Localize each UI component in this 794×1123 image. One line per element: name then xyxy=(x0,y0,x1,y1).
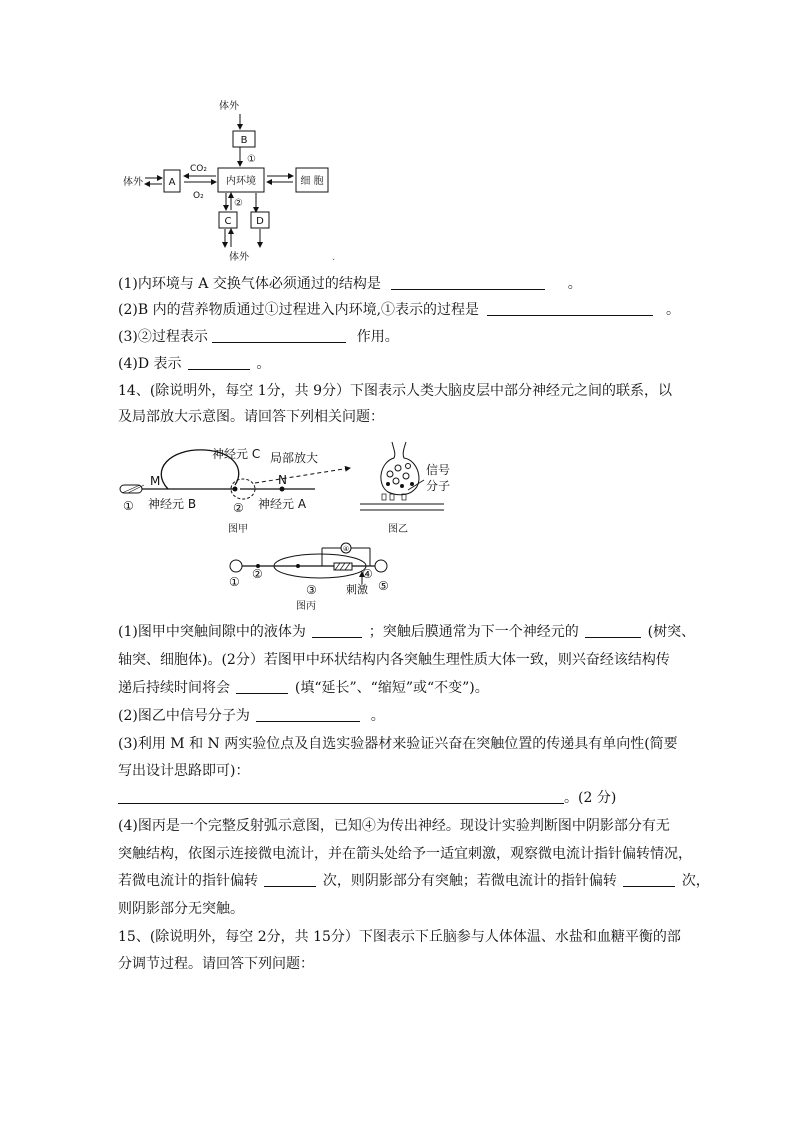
neuron-b-label: 神经元 B xyxy=(148,497,197,511)
receptor xyxy=(230,560,242,572)
fig-c-circle-5: ⑤ xyxy=(378,579,389,593)
signal-label-2: 分子 xyxy=(426,479,451,493)
figure-b-caption: 图乙 xyxy=(388,524,408,535)
signal-label-1: 信号 xyxy=(426,463,451,477)
circle-2: ② xyxy=(233,501,244,515)
q14-part4-line1: (4)图丙是一个完整反射弧示意图，已知④为传出神经。现设计实验判断图中阴影部分有无 xyxy=(118,818,670,834)
q13-blank4[interactable] xyxy=(188,355,250,370)
q13-blank2[interactable] xyxy=(487,301,653,316)
q14-part3-line3: 。(2 分) xyxy=(118,788,616,808)
q13-part2: (2)B 内的营养物质通过①过程进入内环境,①表示的过程是 。 xyxy=(118,302,680,318)
q13-blank3[interactable] xyxy=(212,328,346,343)
zoom-label: 局部放大 xyxy=(270,451,319,465)
process-1-mark: ① xyxy=(247,154,256,165)
fig-c-circle-2: ② xyxy=(252,567,263,581)
q14-part3-line1: (3)利用 M 和 N 两实验位点及自选实验器材来验证兴奋在突触位置的传递具有单向性(简要 xyxy=(118,736,678,752)
q14-part2: (2)图乙中信号分子为 。 xyxy=(118,708,385,724)
box-c-label: C xyxy=(224,216,232,227)
n-label: N xyxy=(278,473,287,487)
q13-part4: (4)D 表示 。 xyxy=(118,356,271,372)
box-a-label: A xyxy=(168,177,176,188)
q14-part3-line2: 写出设计思路即可)： xyxy=(118,763,250,779)
body-bottom-label: 体外 xyxy=(229,252,249,263)
effector xyxy=(375,560,387,572)
q14-intro-line2: 及局部放大示意图。请回答下列相关问题： xyxy=(118,409,384,425)
q14-part4-line3: 若微电流计的指针偏转 次，则阴影部分有突触；若微电流计的指针偏转 次， xyxy=(118,873,710,889)
fig-c-circle-3: ③ xyxy=(306,583,317,597)
neuron-a-label: 神经元 A xyxy=(258,497,307,511)
co2-label: CO₂ xyxy=(190,164,207,174)
q13-part3: (3)②过程表示 作用。 xyxy=(118,329,399,345)
internal-environment-label: 内环境 xyxy=(226,176,256,187)
process-2-mark: ② xyxy=(234,198,243,209)
q14-part4-line4: 则阴影部分无突触。 xyxy=(118,901,244,917)
svg-text:ˇ: ˇ xyxy=(332,259,335,266)
body-top-label: 体外 xyxy=(219,101,239,112)
fig-c-circle-4: ④ xyxy=(362,567,373,581)
figure-b-synapse xyxy=(352,436,472,536)
box-b-label: B xyxy=(240,135,248,146)
m-label: M xyxy=(150,474,161,488)
q14-intro-line1: 14、(除说明外，每空 1分，共 9分）下图表示人类大脑皮层中部分神经元之间的联系，以 xyxy=(118,383,672,399)
q14-part1-line1: (1)图甲中突触间隙中的液体为 ；突触后膜通常为下一个神经元的 (树突、 xyxy=(118,624,696,640)
figure-a-neurons xyxy=(110,440,370,535)
circle-1: ① xyxy=(123,499,134,513)
q14-part4-line2: 突触结构，依图示连接微电流计，并在箭头处给予一适宜刺激，观察微电流计指针偏转情况， xyxy=(118,846,692,862)
q14-blank5[interactable] xyxy=(118,789,564,804)
stimulus-label: 刺激 xyxy=(346,583,368,596)
q14-part1-line2: 轴突、细胞体)。(2分）若图甲中环状结构内各突触生理性质大体一致，则兴奋经该结构传 xyxy=(118,652,670,668)
q14-part1-line3: 递后持续时间将会 (填“延长”、“缩短”或“不变”)。 xyxy=(118,680,489,696)
q14-blank7[interactable] xyxy=(623,872,675,887)
figure-c-caption: 图丙 xyxy=(296,601,316,612)
q13-blank1[interactable] xyxy=(391,275,545,290)
q15-intro-line2: 分调节过程。请回答下列问题： xyxy=(118,956,314,972)
neuron-c-label: 神经元 C xyxy=(212,447,261,461)
body-left-label: 体外 xyxy=(123,177,143,188)
q14-blank3[interactable] xyxy=(236,679,288,694)
q14-blank6[interactable] xyxy=(264,872,316,887)
figure-a-caption: 图甲 xyxy=(228,524,248,535)
cell-label: 细 胞 xyxy=(300,176,324,187)
q13-part1: (1)内环境与 A 交换气体必须通过的结构是 。 xyxy=(118,276,582,292)
q14-blank1[interactable] xyxy=(312,623,362,638)
internal-environment-diagram xyxy=(110,92,350,272)
galvanometer-label: ④ xyxy=(342,545,350,553)
q15-intro-line1: 15、(除说明外，每空 2分，共 15分）下图表示下丘脑参与人体体温、水盐和血糖平衡的部 xyxy=(118,929,681,945)
q14-blank4[interactable] xyxy=(256,707,360,722)
figure-c-reflex-arc xyxy=(222,540,402,620)
q14-blank2[interactable] xyxy=(585,623,641,638)
fig-c-circle-1: ① xyxy=(229,575,240,589)
box-d-label: D xyxy=(256,216,264,227)
o2-label: O₂ xyxy=(193,191,204,201)
